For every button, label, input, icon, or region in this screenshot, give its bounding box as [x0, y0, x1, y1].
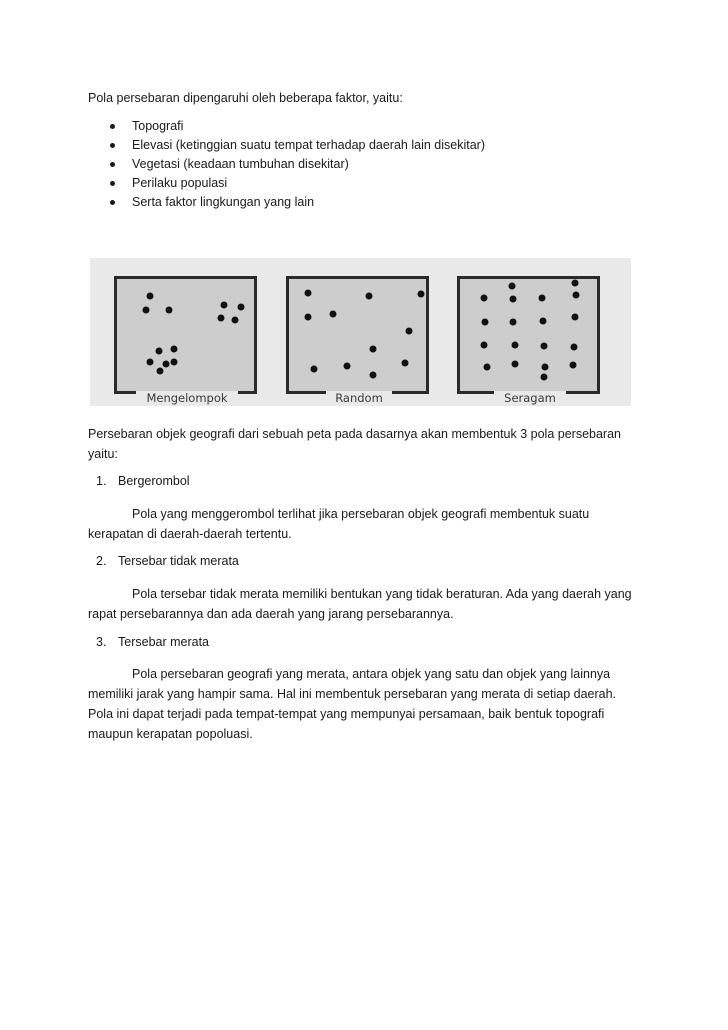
item-paragraph-3: Pola persebaran geografi yang merata, antara objek yang satu dan objek yang lainnya memiliki jarak yang hampir sama. Hal ini membentuk persebaran yang merata di setiap daerah. Pola ini dapat terjadi pada tempat-tempat yang mempunyai persamaan, baik bentuk topografi maupun kerapatan popoluasi.	[88, 667, 617, 741]
distribution-dot	[510, 319, 517, 326]
random-pattern-panel	[286, 276, 429, 394]
item-title: Tersebar merata	[118, 635, 210, 649]
distribution-dot	[156, 348, 163, 355]
distribution-dot	[344, 363, 351, 370]
list-item: Perilaku populasi	[108, 174, 485, 193]
paragraph-line: yaitu:	[88, 447, 118, 461]
distribution-dot	[305, 290, 312, 297]
numbered-heading-1	[96, 471, 190, 491]
paragraph-line: Persebaran objek geografi dari sebuah peta pada dasarnya akan membentuk 3 pola persebaran	[88, 427, 622, 441]
distribution-dot	[221, 302, 228, 309]
uniform-pattern-panel	[457, 276, 600, 394]
distribution-dot	[541, 343, 548, 350]
paragraph-intro	[88, 424, 648, 464]
list-item: Vegetasi (keadaan tumbuhan disekitar)	[108, 155, 485, 174]
distribution-dot	[541, 374, 548, 381]
distribution-dot	[218, 315, 225, 322]
intro-text: Pola persebaran dipengaruhi oleh beberapa faktor, yaitu:	[88, 91, 403, 105]
distribution-dot	[171, 359, 178, 366]
distribution-pattern-figure	[90, 258, 631, 406]
item-paragraph-2: Pola tersebar tidak merata memiliki bentukan yang tidak beraturan. Ada yang daerah yang rapat persebarannya dan ada daerah yang jarang persebarannya.	[88, 587, 632, 621]
distribution-dot	[163, 361, 170, 368]
clustered-pattern-panel	[114, 276, 257, 394]
distribution-dot	[542, 364, 549, 371]
caption-seragam: Seragam	[494, 391, 566, 405]
distribution-dot	[540, 318, 547, 325]
distribution-dot	[482, 319, 489, 326]
distribution-dot	[573, 292, 580, 299]
numbered-heading-2	[96, 551, 239, 571]
caption-random: Random	[326, 391, 392, 405]
distribution-dot	[305, 314, 312, 321]
distribution-dot	[571, 344, 578, 351]
distribution-dot	[370, 346, 377, 353]
distribution-dot	[171, 346, 178, 353]
distribution-dot	[512, 342, 519, 349]
distribution-dot	[481, 295, 488, 302]
distribution-dot	[572, 280, 579, 287]
distribution-dot	[232, 317, 239, 324]
item-number: 3.	[96, 635, 107, 649]
item-number: 2.	[96, 554, 107, 568]
distribution-dot	[406, 328, 413, 335]
item-paragraph-1: Pola yang menggerombol terlihat jika persebaran objek geografi membentuk suatu kerapatan di daerah-daerah tertentu.	[88, 507, 590, 541]
distribution-dot	[157, 368, 164, 375]
distribution-dot	[539, 295, 546, 302]
numbered-heading-3	[96, 632, 209, 652]
caption-mengelompok: Mengelompok	[136, 391, 238, 405]
list-item: Topografi	[108, 117, 485, 136]
distribution-dot	[311, 366, 318, 373]
distribution-dot	[366, 293, 373, 300]
distribution-dot	[481, 342, 488, 349]
distribution-dot	[330, 311, 337, 318]
distribution-dot	[143, 307, 150, 314]
distribution-dot	[509, 283, 516, 290]
distribution-dot	[370, 372, 377, 379]
distribution-dot	[166, 307, 173, 314]
item-number: 1.	[96, 474, 107, 488]
distribution-dot	[512, 361, 519, 368]
item-title: Tersebar tidak merata	[118, 554, 239, 568]
factor-list	[108, 117, 485, 212]
list-item: Elevasi (ketinggian suatu tempat terhadap daerah lain disekitar)	[108, 136, 485, 155]
distribution-dot	[238, 304, 245, 311]
distribution-dot	[402, 360, 409, 367]
distribution-dot	[510, 296, 517, 303]
distribution-dot	[147, 359, 154, 366]
distribution-dot	[570, 362, 577, 369]
distribution-dot	[418, 291, 425, 298]
item-title: Bergerombol	[118, 474, 190, 488]
distribution-dot	[572, 314, 579, 321]
distribution-dot	[484, 364, 491, 371]
distribution-dot	[147, 293, 154, 300]
list-item: Serta faktor lingkungan yang lain	[108, 193, 485, 212]
